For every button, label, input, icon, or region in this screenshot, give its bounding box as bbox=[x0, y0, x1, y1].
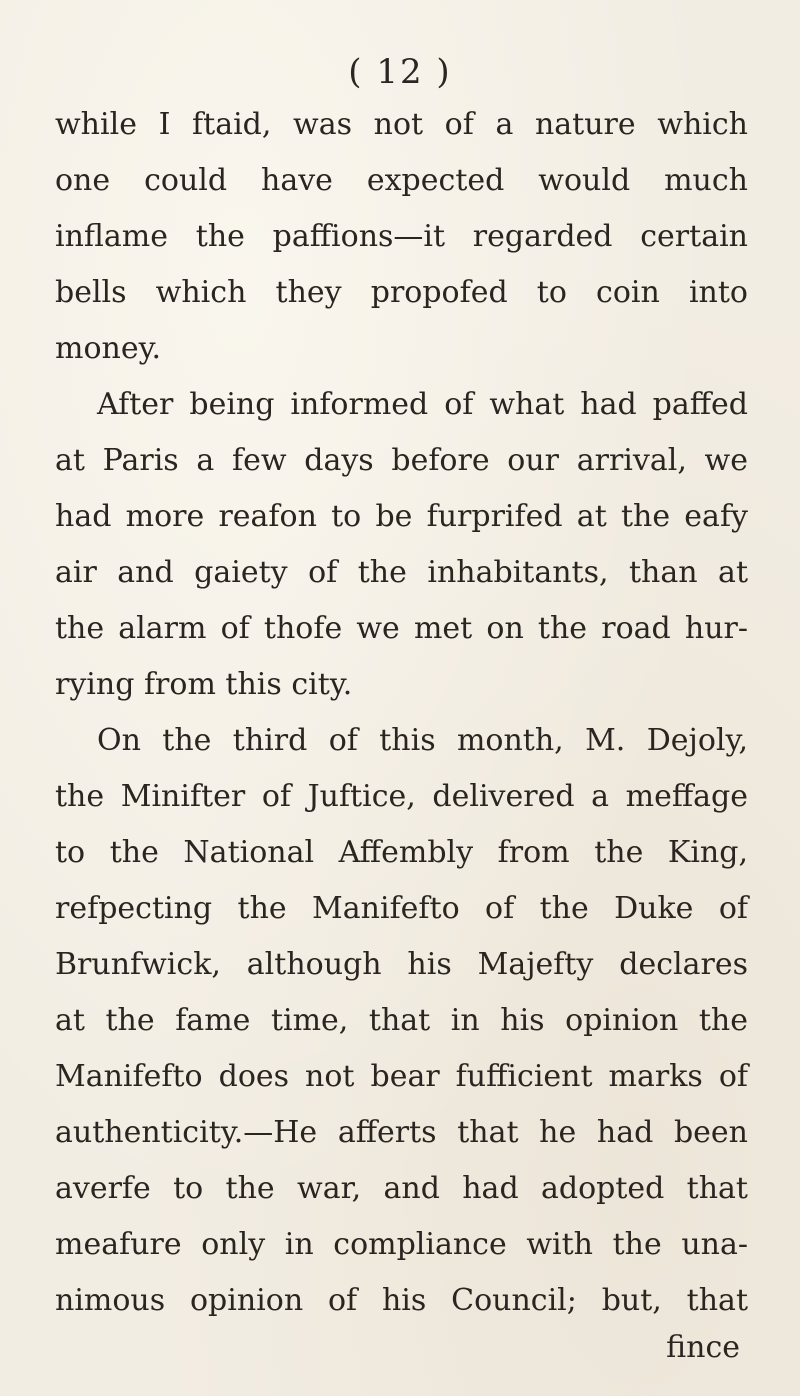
text-line: at the fame time, that in his opinion the bbox=[55, 1003, 748, 1038]
text-line: meafure only in compliance with the una- bbox=[55, 1227, 748, 1262]
text-line: rying from this city. bbox=[55, 667, 353, 702]
text-line: inflame the paffions—it regarded certain bbox=[55, 219, 748, 254]
text-line: After being informed of what had paffed bbox=[97, 387, 748, 422]
text-line: nimous opinion of his Council; but, that bbox=[55, 1283, 748, 1318]
text-line: at Paris a few days before our arrival, we bbox=[55, 443, 748, 478]
text-line: to the National Affembly from the King, bbox=[55, 835, 748, 870]
text-line: authenticity.—He afferts that he had been bbox=[55, 1115, 748, 1150]
text-line: air and gaiety of the inhabitants, than at bbox=[55, 555, 748, 590]
body-text bbox=[55, 97, 748, 1329]
text-line: one could have expected would much bbox=[55, 163, 748, 198]
text-line: refpecting the Manifefto of the Duke of bbox=[55, 891, 748, 926]
text-line: averfe to the war, and had adopted that bbox=[55, 1171, 748, 1206]
text-line: bells which they propofed to coin into bbox=[55, 275, 748, 310]
text-line: the Minifter of Juftice, delivered a meffage bbox=[55, 779, 748, 814]
text-line: money. bbox=[55, 331, 162, 366]
page-number: ( 12 ) bbox=[348, 52, 452, 92]
text-line: while I ftaid, was not of a nature which bbox=[55, 107, 748, 142]
text-line: had more reafon to be furprifed at the eafy bbox=[55, 499, 748, 534]
text-line: On the third of this month, M. Dejoly, bbox=[97, 723, 748, 758]
text-line: the alarm of thofe we met on the road hur- bbox=[55, 611, 748, 646]
catchword: fince bbox=[666, 1330, 740, 1365]
text-line: Manifefto does not bear fufficient marks of bbox=[55, 1059, 748, 1094]
text-line: Brunfwick, although his Majefty declares bbox=[55, 947, 748, 982]
